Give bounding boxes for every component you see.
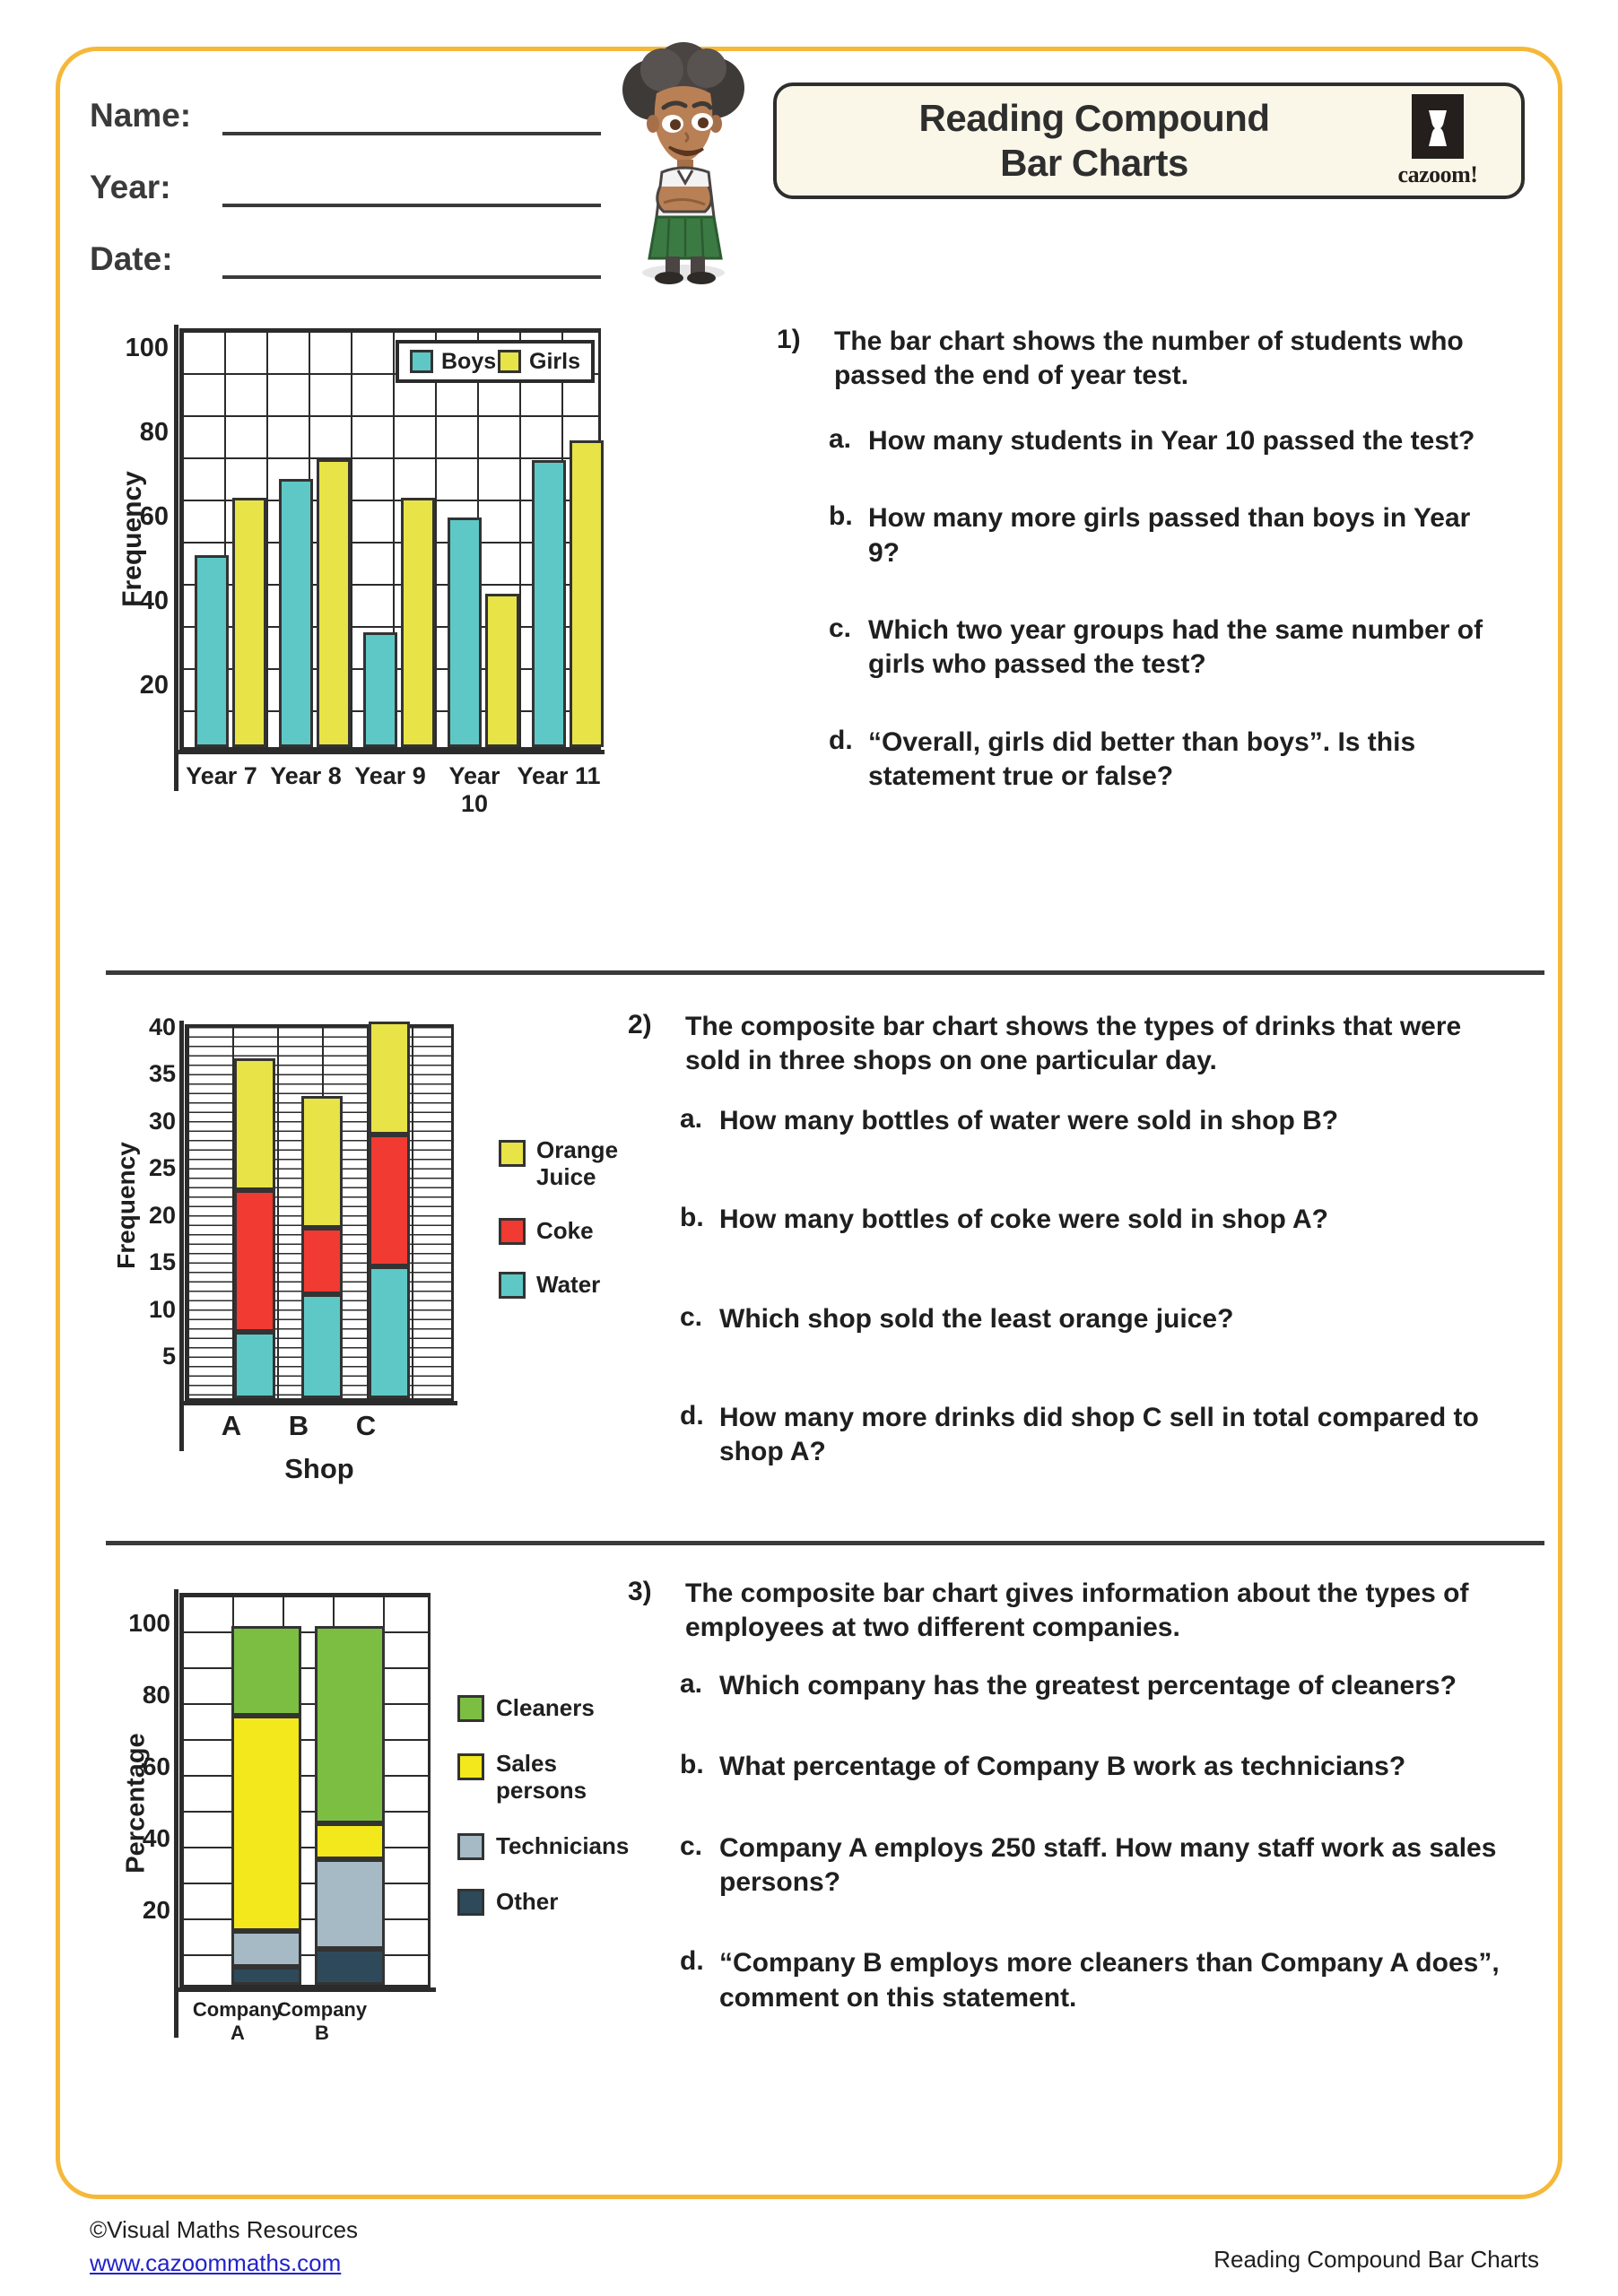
question-1-part-d [829, 726, 1521, 795]
chart-1-bar-boys-year7 [195, 555, 229, 747]
chart-3-ytick-20: 20 [142, 1896, 170, 1924]
question-3-part-d-text: “Company B employs more cleaners than Company A does”, comment on this statement. [719, 1948, 1500, 2013]
chart-1-bar-girls-year10 [485, 594, 519, 747]
chart-1-legend-label-boys: Boys [441, 348, 497, 374]
question-1-stem-row [777, 325, 1521, 394]
chart-2-segment-water-shopC [369, 1266, 410, 1398]
date-input-line[interactable] [222, 243, 601, 279]
chart-3-segment-cleaners-companyB [315, 1626, 385, 1823]
chart-3-segment-other-companyA [231, 1967, 301, 1985]
question-1-number: 1) [777, 325, 801, 354]
chart-2-plot-grid [185, 1024, 454, 1401]
chart-2-y-axis-label: Frequency [112, 1142, 140, 1269]
chart-2-segment-orangejuice-shopA [234, 1058, 275, 1190]
chart-3-ytick-40: 40 [142, 1824, 170, 1852]
chart-3-legend-label-cleaners: Cleaners [496, 1694, 595, 1722]
question-2-part-a-letter: a. [680, 1103, 703, 1134]
chart-3-legend-item-cleaners [457, 1695, 629, 1722]
chart-2-xtick-shopB: B [288, 1410, 309, 1441]
chart-2-xtick-shopA: A [221, 1410, 242, 1441]
chart-1-y-axis-line [174, 325, 178, 791]
footer-website-link[interactable]: www.cazoommaths.com [90, 2248, 342, 2276]
chart-2-xtick-shopC: C [355, 1410, 377, 1441]
chart-1-legend-item-boys [410, 349, 496, 375]
question-2-part-d-text: How many more drinks did shop C sell in total compared to shop A? [719, 1402, 1479, 1467]
question-3-part-b [680, 1750, 1534, 1784]
name-label: Name: [90, 97, 192, 134]
chart-2-legend-swatch-water [499, 1272, 526, 1299]
chart-3-ytick-60: 60 [142, 1752, 170, 1780]
page-title [777, 96, 1370, 185]
question-1-part-a [829, 424, 1521, 458]
name-input-line[interactable] [222, 100, 601, 135]
chart-1-ytick-60: 60 [139, 502, 169, 531]
chart-3-legend-swatch-sales [457, 1753, 484, 1780]
question-2-part-a-text: How many bottles of water were sold in shop B? [719, 1105, 1339, 1135]
chart-2-legend-item-coke [499, 1218, 618, 1245]
name-field-row [90, 94, 610, 135]
question-3 [628, 1577, 1534, 2015]
chart-1-ytick-100: 100 [125, 334, 169, 362]
chart-3-xtick-companyB: Company B [276, 1998, 368, 2044]
chart-1-y-axis-label: Frequency [117, 471, 147, 607]
question-1-part-c-text: Which two year groups had the same number of girls who passed the test? [868, 614, 1483, 680]
page-footer [0, 2213, 1618, 2294]
chart-2-y-axis-line [179, 1021, 184, 1451]
date-field-row [90, 238, 610, 279]
chart-1-bar-boys-year11 [532, 460, 566, 747]
question-1-part-c [829, 613, 1521, 683]
chart-3-segment-sales-companyA [231, 1716, 301, 1931]
question-3-part-d [680, 1946, 1534, 2015]
question-1-part-b-text: How many more girls passed than boys in Year 9? [868, 503, 1471, 568]
page-title-line1: Reading Compound [918, 97, 1270, 140]
question-3-part-d-letter: d. [680, 1946, 704, 1977]
worksheet-title-box [773, 83, 1525, 199]
chart-3-segment-other-companyB [315, 1949, 385, 1985]
chart-1-legend-label-girls: Girls [529, 348, 580, 374]
question-1-part-d-letter: d. [829, 725, 853, 755]
chart-2-ytick-10: 10 [148, 1296, 176, 1323]
section-divider-1 [106, 970, 1544, 975]
question-3-part-a-letter: a. [680, 1668, 703, 1699]
chart-1-legend-item-girls [498, 349, 580, 375]
chart-3-legend-label-technicians: Technicians [496, 1831, 630, 1859]
chart-2-segment-water-shopB [301, 1294, 343, 1398]
chart-2-segment-coke-shopB [301, 1228, 343, 1294]
chart-2-ytick-5: 5 [161, 1343, 176, 1370]
question-3-stem: The composite bar chart gives information about the types of employees at two different companies. [685, 1578, 1469, 1643]
chart-3-legend-label-other: Other [496, 1887, 559, 1915]
chart-3-legend-label-sales-line1: Sales [496, 1750, 557, 1777]
question-1-part-a-text: How many students in Year 10 passed the test? [868, 425, 1475, 456]
chart-3-legend-item-technicians [457, 1833, 629, 1860]
chart-2-x-axis-label: Shop [284, 1453, 354, 1484]
chart-2-legend-label-orangejuice-line2: Juice [536, 1162, 596, 1190]
chart-1-ytick-20: 20 [139, 671, 169, 700]
question-2-part-b-text: How many bottles of coke were sold in shop A? [719, 1205, 1328, 1235]
question-2-part-c-text: Which shop sold the least orange juice? [719, 1303, 1234, 1334]
question-3-part-c-text: Company A employs 250 staff. How many staff work as sales persons? [719, 1832, 1497, 1897]
chart-1-legend [396, 340, 595, 383]
question-1 [777, 325, 1521, 795]
cazoom-logo [1370, 94, 1521, 188]
chart-1-ytick-80: 80 [139, 418, 169, 447]
chart-2-ytick-35: 35 [148, 1060, 176, 1087]
chart-1-bar-boys-year9 [363, 632, 397, 747]
chart-1-legend-swatch-girls [498, 350, 521, 373]
student-mascot-illustration [601, 25, 762, 285]
question-3-part-a [680, 1669, 1534, 1703]
chart-3-legend-item-other [457, 1889, 629, 1916]
chart-3-y-axis-line [174, 1589, 178, 2038]
footer-copyright: ©Visual Maths Resources [90, 2216, 359, 2243]
chart-1-bar-girls-year7 [232, 498, 266, 747]
chart-1-legend-swatch-boys [410, 350, 433, 373]
chart-2-segment-water-shopA [234, 1332, 275, 1398]
cazoom-wordmark: cazoom! [1397, 161, 1478, 187]
chart-2-segment-coke-shopC [369, 1135, 410, 1266]
chart-3-segment-cleaners-companyA [231, 1626, 301, 1716]
chart-1-xtick-year8: Year 8 [270, 762, 342, 789]
chart-2-ytick-40: 40 [148, 1013, 176, 1040]
chart-1-xtick-year9: Year 9 [354, 762, 426, 789]
chart-2-x-axis-line [179, 1401, 457, 1405]
chart-3-legend-swatch-cleaners [457, 1695, 484, 1722]
question-2-part-c-letter: c. [680, 1301, 703, 1332]
question-1-part-a-letter: a. [829, 423, 852, 454]
question-2-part-b-letter: b. [680, 1203, 704, 1233]
chart-2-legend-item-orangejuice [499, 1137, 618, 1191]
chart-2-segment-orangejuice-shopC [369, 1022, 410, 1135]
chart-3-xtick-companyA: Company A [192, 1998, 283, 2044]
question-3-number: 3) [628, 1577, 652, 1606]
question-2-part-c [680, 1302, 1534, 1336]
chart-2-legend-swatch-coke [499, 1218, 526, 1245]
chart-3-plot-grid [179, 1593, 431, 1987]
chart-3-y-axis-label: Percentage [121, 1733, 151, 1874]
question-3-part-c [680, 1831, 1534, 1900]
chart-1-xtick-year11: Year 11 [517, 762, 601, 789]
student-info-fields [90, 94, 610, 309]
chart-1-plot-grid [179, 328, 601, 750]
chart-1-xtick-year7: Year 7 [186, 762, 257, 789]
chart-3-legend-item-sales [457, 1751, 629, 1805]
chart-3-legend-swatch-other [457, 1889, 484, 1916]
chart-1-bar-boys-year8 [279, 479, 313, 747]
chart-3-segment-sales-companyB [315, 1823, 385, 1859]
cazoom-cup-icon [1412, 94, 1464, 159]
chart-2-legend [499, 1137, 618, 1299]
chart-1-bar-girls-year9 [401, 498, 435, 747]
question-3-part-b-letter: b. [680, 1750, 704, 1780]
question-2-stem: The composite bar chart shows the types of drinks that were sold in three shops on one particular day. [685, 1012, 1462, 1076]
year-label: Year: [90, 169, 171, 205]
question-3-stem-row [628, 1577, 1534, 1646]
year-input-line[interactable] [222, 171, 601, 207]
chart-2-ytick-15: 15 [148, 1248, 176, 1275]
question-2-part-d-letter: d. [680, 1400, 704, 1431]
chart-1-bar-boys-year10 [448, 517, 482, 747]
chart-1-bar-girls-year8 [317, 459, 351, 747]
year-field-row [90, 166, 610, 207]
chart-2-segment-orangejuice-shopB [301, 1096, 343, 1228]
question-2-part-a [680, 1104, 1534, 1138]
chart-2-segment-coke-shopA [234, 1190, 275, 1332]
chart-1-xtick-year10: Year 10 [448, 762, 500, 817]
chart-3-ytick-100: 100 [128, 1609, 170, 1637]
question-2-stem-row [628, 1010, 1534, 1079]
chart-3-x-axis-line [174, 1987, 436, 1992]
chart-3-legend-swatch-technicians [457, 1833, 484, 1860]
chart-3-legend [457, 1695, 629, 1916]
chart-2-legend-item-water [499, 1272, 618, 1299]
question-3-part-b-text: What percentage of Company B work as technicians? [719, 1752, 1406, 1782]
chart-2-legend-label-coke: Coke [536, 1216, 594, 1244]
chart-2-legend-label-water: Water [536, 1270, 601, 1298]
chart-2-ytick-25: 25 [148, 1154, 176, 1181]
chart-3-ytick-80: 80 [142, 1681, 170, 1709]
chart-3-segment-technicians-companyA [231, 1931, 301, 1967]
date-label: Date: [90, 240, 173, 277]
question-2-part-b [680, 1203, 1534, 1237]
chart-2-legend-label-orangejuice-line1: Orange [536, 1136, 619, 1163]
question-1-part-d-text: “Overall, girls did better than boys”. Is this statement true or false? [868, 726, 1416, 792]
question-2-number: 2) [628, 1010, 652, 1039]
chart-2-ytick-30: 30 [148, 1108, 176, 1135]
chart-2-ytick-20: 20 [148, 1202, 176, 1229]
chart-1-bar-girls-year11 [570, 440, 604, 747]
footer-sheet-title: Reading Compound Bar Charts [1214, 2246, 1539, 2273]
question-2 [628, 1010, 1534, 1470]
question-3-part-a-text: Which company has the greatest percentage of cleaners? [719, 1670, 1457, 1700]
section-divider-2 [106, 1541, 1544, 1545]
chart-1-ytick-40: 40 [139, 587, 169, 615]
question-2-part-d [680, 1401, 1534, 1470]
footer-credits [90, 2213, 358, 2280]
page-title-line2: Bar Charts [1000, 142, 1188, 184]
question-3-part-c-letter: c. [680, 1831, 703, 1861]
question-1-part-b-letter: b. [829, 501, 853, 532]
chart-1-grouped-bar [99, 316, 726, 818]
question-1-part-c-letter: c. [829, 613, 852, 643]
chart-1-x-axis-line [174, 750, 605, 754]
chart-2-legend-swatch-orangejuice [499, 1140, 526, 1167]
chart-3-segment-technicians-companyB [315, 1859, 385, 1949]
question-1-stem: The bar chart shows the number of students who passed the end of year test. [834, 326, 1464, 391]
question-1-part-b [829, 501, 1521, 570]
chart-3-legend-label-sales-line2: persons [496, 1776, 587, 1804]
